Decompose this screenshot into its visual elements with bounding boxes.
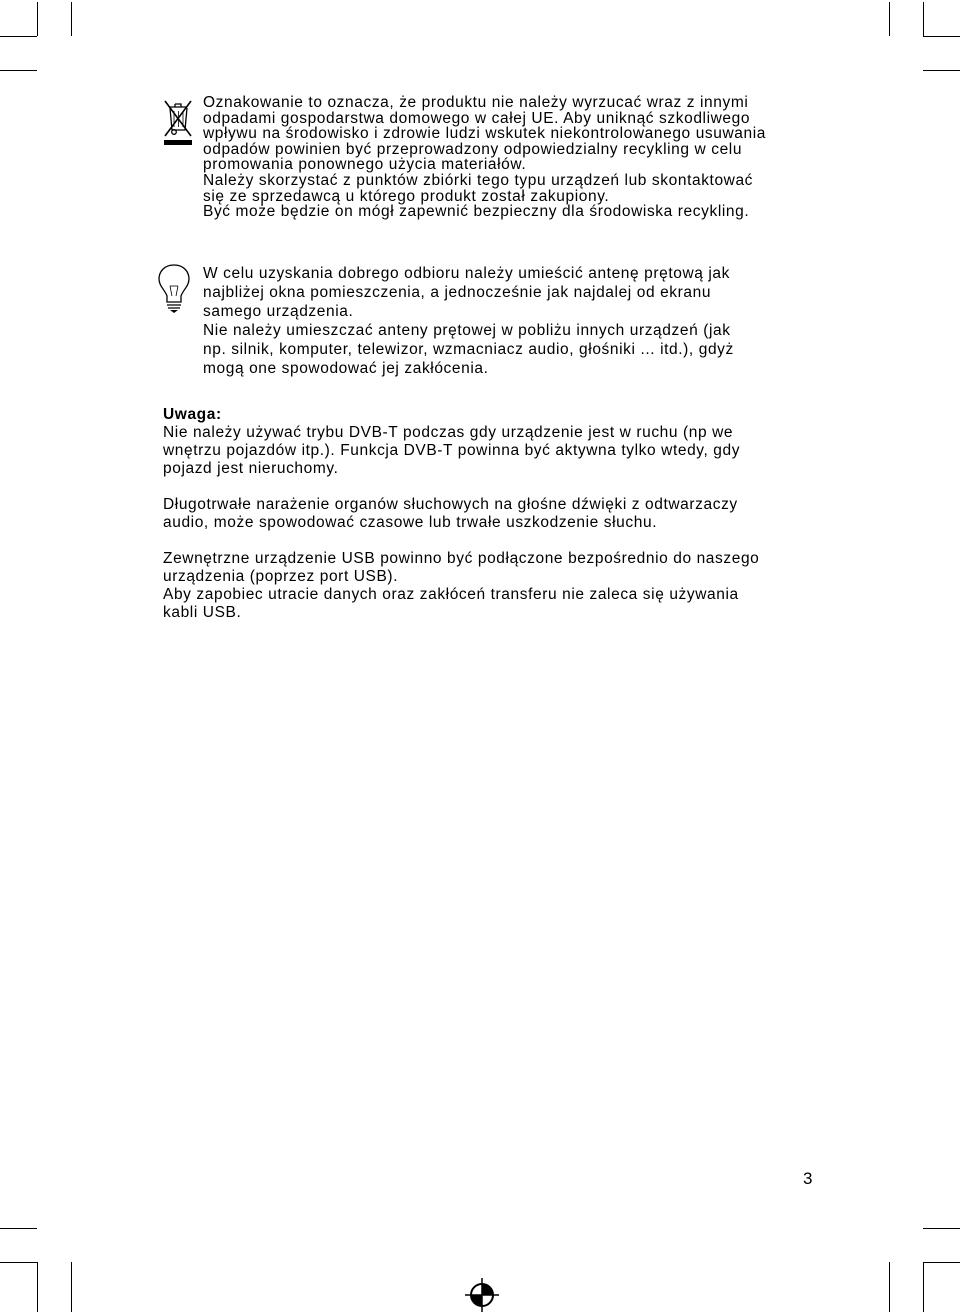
weee-line: Być może będzie on mógł zapewnić bezpieczny dla środowiska recykling.: [203, 203, 750, 221]
antenna-line: najbliżej okna pomieszczenia, a jednocześnie jak najdalej od ekranu: [203, 284, 712, 301]
notes-heading: Uwaga:: [163, 406, 222, 423]
usb-line: urządzenia (poprzez port USB).: [163, 568, 399, 585]
usb-line: Aby zapobiec utracie danych oraz zakłóceń transferu nie zaleca się używania: [163, 586, 739, 603]
antenna-line: W celu uzyskania dobrego odbioru należy umieścić antenę prętową jak: [203, 265, 730, 282]
crossed-out-wheelie-bin-icon: [160, 96, 196, 148]
usb-line: kabli USB.: [163, 604, 242, 621]
antenna-line: Nie należy umieszczać anteny prętowej w pobliżu innych urządzeń (jak: [203, 322, 731, 339]
notes-section: [163, 406, 863, 622]
weee-line: odpadów powinien być przeprowadzony odpowiedzialny recykling w celu: [203, 140, 743, 158]
light-bulb-icon: [155, 262, 193, 314]
antenna-tip: [203, 264, 843, 378]
antenna-line: np. silnik, komputer, telewizor, wzmacniacz audio, głośniki ... itd.), gdyż: [203, 341, 734, 358]
weee-line: promowania ponownego użycia materiałów.: [203, 156, 527, 174]
weee-line: się ze sprzedawcą u którego produkt został zakupiony.: [203, 187, 610, 205]
hearing-line: audio, może spowodować czasowe lub trwałe uszkodzenie słuchu.: [163, 514, 658, 531]
antenna-line: samego urządzenia.: [203, 303, 354, 320]
dvbt-line: pojazd jest nieruchomy.: [163, 460, 339, 477]
weee-line: wpływu na środowisko i zdrowie ludzi wskutek niekontrolowanego usuwania: [203, 125, 766, 143]
usb-line: Zewnętrzne urządzenie USB powinno być podłączone bezpośrednio do naszego: [163, 550, 760, 567]
weee-notice: [203, 95, 843, 220]
registration-crosshair-icon: [464, 1277, 500, 1313]
weee-line: odpadami gospodarstwa domowego w całej UE. Aby uniknąć szkodliwego: [203, 109, 751, 127]
weee-line: Oznakowanie to oznacza, że produktu nie należy wyrzucać wraz z innymi: [203, 94, 749, 111]
weee-line: Należy skorzystać z punktów zbiórki tego typu urządzeń lub skontaktować: [203, 171, 754, 189]
page-number: 3: [803, 1169, 813, 1188]
hearing-line: Długotrwałe narażenie organów słuchowych na głośne dźwięki z odtwarzaczy: [163, 496, 738, 513]
dvbt-line: wnętrzu pojazdów itp.). Funkcja DVB-T powinna być aktywna tylko wtedy, gdy: [163, 442, 741, 459]
dvbt-line: Nie należy używać trybu DVB-T podczas gdy urządzenie jest w ruchu (np we: [163, 424, 734, 441]
antenna-line: mogą one spowodować jej zakłócenia.: [203, 360, 489, 377]
